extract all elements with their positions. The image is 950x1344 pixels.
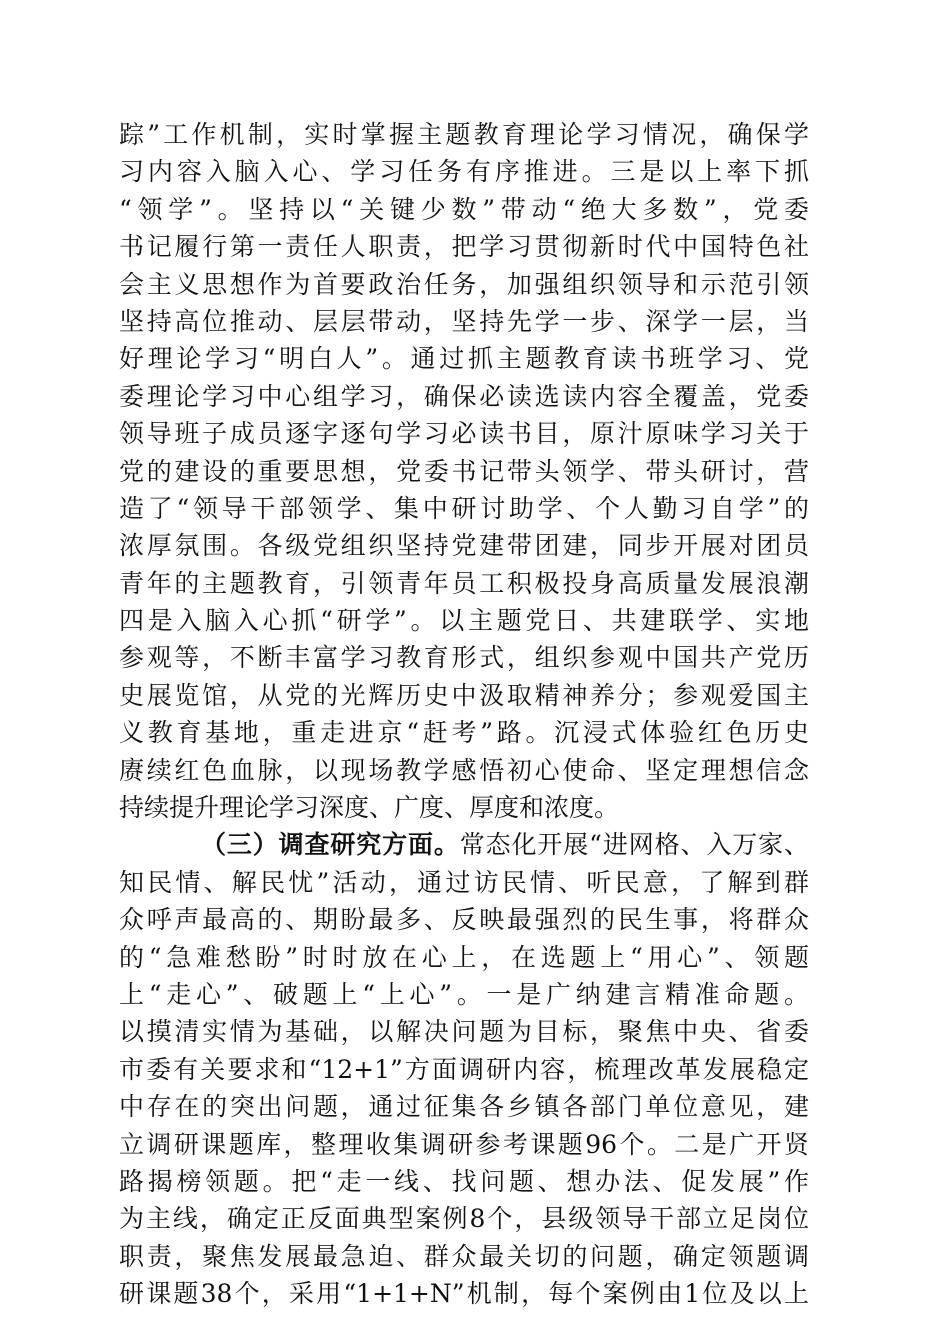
text-line: 领导班子成员逐字逐句学习必读书目，原汁原味学习关于 bbox=[119, 419, 809, 449]
text-line: 踪”工作机制，实时掌握主题教育理论学习情况，确保学 bbox=[119, 120, 809, 149]
text-line: 知民情、解民忧”活动，通过访民情、听民意，了解到群 bbox=[119, 867, 809, 897]
text-line: 立调研课题库，整理收集调研参考课题96个。二是广开贤 bbox=[119, 1129, 809, 1159]
section-first-line-text: 常态化开展“进网格、入万家、 bbox=[459, 830, 809, 860]
text-line: 以摸清实情为基础，以解决问题为目标，聚焦中央、省委 bbox=[119, 1017, 809, 1047]
text-line: 义教育基地，重走进京“赶考”路。沉浸式体验红色历史 bbox=[119, 718, 809, 748]
section-first-line bbox=[119, 826, 809, 863]
text-line: 习内容入脑入心、学习任务有序推进。三是以上率下抓 bbox=[119, 157, 809, 187]
text-line: 众呼声最高的、期盼最多、反映最强烈的民生事，将群众 bbox=[119, 905, 809, 935]
text-line: 的“急难愁盼”时时放在心上，在选题上“用心”、领题 bbox=[119, 942, 809, 972]
text-line: 路揭榜领题。把“走一线、找问题、想办法、促发展”作 bbox=[119, 1166, 809, 1196]
text-line: “领学”。坚持以“关键少数”带动“绝大多数”，党委 bbox=[119, 194, 809, 224]
text-line: 坚持高位推动、层层带动，坚持先学一步、深学一层，当 bbox=[119, 306, 809, 336]
text-line: 党的建设的重要思想，党委书记带头领学、带头研讨，营 bbox=[119, 456, 809, 486]
text-line: 好理论学习“明白人”。通过抓主题教育读书班学习、党 bbox=[119, 344, 809, 374]
text-line: 书记履行第一责任人职责，把学习贯彻新时代中国特色社 bbox=[119, 232, 809, 262]
text-line: 史展览馆，从党的光辉历史中汲取精神养分；参观爱国主 bbox=[119, 680, 809, 710]
text-line: 四是入脑入心抓“研学”。以主题党日、共建联学、实地 bbox=[119, 606, 809, 636]
text-line: 中存在的突出问题，通过征集各乡镇各部门单位意见，建 bbox=[119, 1092, 809, 1122]
text-line: 为主线，确定正反面典型案例8个，县级领导干部立足岗位 bbox=[119, 1204, 809, 1234]
paragraph-end-line: 持续提升理论学习深度、广度、厚度和浓度。 bbox=[119, 793, 620, 823]
text-line: 上“走心”、破题上“上心”。一是广纳建言精准命题。 bbox=[119, 979, 809, 1009]
text-line: 造了“领导干部领学、集中研讨助学、个人勤习自学”的 bbox=[119, 493, 809, 523]
text-line: 会主义思想作为首要政治任务，加强组织领导和示范引领 bbox=[119, 269, 809, 299]
text-line: 研课题38个，采用“1+1+N”机制，每个案例由1位及以上 bbox=[119, 1279, 809, 1309]
text-line: 赓续红色血脉，以现场教学感悟初心使命、坚定理想信念 bbox=[119, 755, 809, 785]
text-line: 职责，聚焦发展最急迫、群众最关切的问题，确定领题调 bbox=[119, 1241, 809, 1271]
text-line: 委理论学习中心组学习，确保必读选读内容全覆盖，党委 bbox=[119, 381, 809, 411]
text-line: 青年的主题教育，引领青年员工积极投身高质量发展浪潮 bbox=[119, 568, 809, 598]
text-line: 参观等，不断丰富学习教育形式，组织参观中国共产党历 bbox=[119, 643, 809, 673]
text-line: 市委有关要求和“12+1”方面调研内容，梳理改革发展稳定 bbox=[119, 1054, 809, 1084]
text-line: 浓厚氛围。各级党组织坚持党建带团建，同步开展对团员 bbox=[119, 531, 809, 561]
section-heading: （三）调查研究方面。 bbox=[201, 830, 460, 860]
body-text bbox=[119, 116, 809, 1313]
